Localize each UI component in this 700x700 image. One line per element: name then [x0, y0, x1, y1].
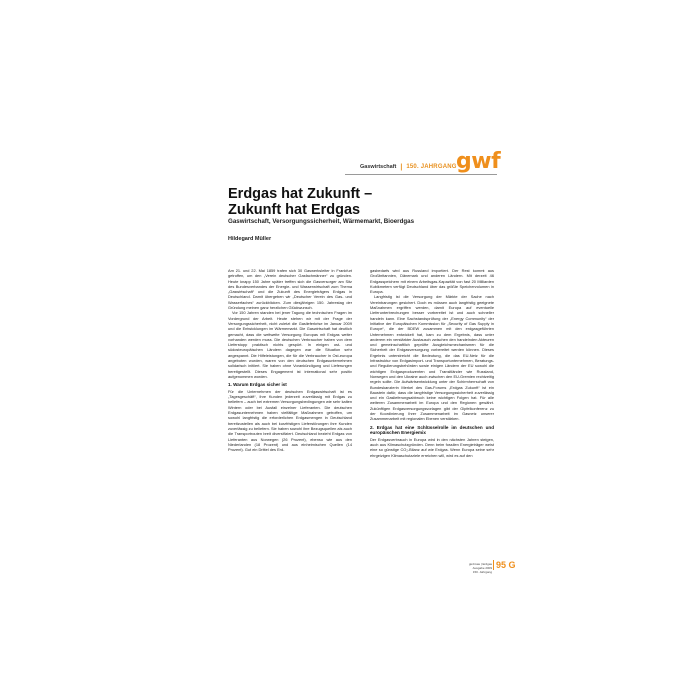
- left-paragraph-3: Für die Unternehmen der deutschen Erdgaswirtschaft ist es „Tagesgeschäft“, ihre Kunden jederzeit zuverlässig mit Erdgas zu beliefern – auch bei extremen Versorgungsbedingungen wie sehr kalten Wintern oder bei Ausfall einzelner Lieferanten. Die deutschen Erdgasunternehmen haben vielfältige Maßnahmen getroffen, um sowohl langfristig die erforderlichen Erdgasmengen in Deutschland bereitzustellen als auch bei kurzfristigen Lieferstörungen ihre Kunden zuverlässig zu beliefern. Sie haben sowohl ihre Bezugsquellen als auch die Transportrouten breit diversifiziert. Deutschland bezieht Erdgas von Lieferanten aus Norwegen (26 Prozent), ebenso wie aus den Niederlanden (18 Prozent) und aus einheimischen Quellen (14 Prozent). Gut ein Drittel des Erd-: [228, 388, 352, 453]
- column-right: [370, 268, 494, 458]
- footer-issue-info: [440, 563, 492, 574]
- right-paragraph-2: Langfristig ist die Versorgung der Märkte der Sache nach Vereinbarungen gesichert. Doch es müssen auch langfristig geeignete Maßnahmen ergriffen werden, damit Europa auf eventuelle Lieferunterbrechungen besser vorbereitet ist und auch schneller handeln kann. Eine Sachstandsprüfung der „Energy Community“ der Initiative der Europäischen Kommission für „Security of Gas Supply in Europe“, die der BDEW zusammen mit den erdgasgeführten Unternehmen entwickelt hat, kam zu dem Ergebnis, dass unter anderem ein verstärkter Austausch zwischen den handelnden Akteuren und gemeinschaftlich geprüfte Ausgleichsmechanismen für die Sicherheit der Erdgasversorgung vorbereitet werden können. Dieses Ergebnis unterstreicht die Bedeutung, die das EU-Netz für die Infrastruktur von Erdgasimport- und Transportunternehmen, Beratungs- und Regulierungsbehörden sowie einigen Ländern der EU sowohl die wichtigen Erdgasproduzenten und Transitländer wie Russland, Norwegen und den Ukraine auch zwischen den EU-Gremien rechtzeitig regeln sollte. Die Aufwärtsentwicklung unter der Schirmherrschaft von Bundeskanzlerin Merkel des Gas-Forums „Erdgas Zukunft“ ist ein Baustein dafür, dass die langfristige Versorgungssicherheit zuverlässig und ein Gaslieferungsabbruch keine wichtigen Folgen hat. Für alle weiteren Zusammenarbeit im Europa und den Regionen gewährt. Zukünftigen Erdgasversorgungsvorlagen gibt der Gipfelkonferenz zu der Koordinierung Ihrer Zusammenarbeit im Gasnetz unserer Zusammenarbeit mit regionalen Ebenen verstärken.: [370, 294, 494, 422]
- column-left: [228, 268, 352, 452]
- section-heading-1: 1. Warum Erdgas sicher ist: [228, 382, 287, 388]
- title-line-1: Erdgas hat Zukunft –: [228, 186, 373, 202]
- article-subtitle: Gaswirtschaft, Versorgungssicherheit, Wärmemarkt, Bioerdgas: [228, 218, 415, 225]
- page-folio: [493, 560, 516, 570]
- right-paragraph-3: Der Erdgasverbrauch in Europa wird in den nächsten Jahren steigen, auch aus Klimaschutzgründen. Denn beim fossilen Energieträger weist eine so günstige CO₂-Bilanz auf wie Erdgas. Wenn Europa seine sehr ehrgeizigen Klimaschutzziele erreichen will, wird es auf den: [370, 436, 494, 458]
- header-rule: [345, 174, 497, 175]
- section-heading-2: 2. Erdgas hat eine Schlüsselrolle im deutschen und europäischen Energiemix: [370, 424, 494, 436]
- right-paragraph-1: gasbedarfs wird aus Russland importiert. Der Rest kommt aus Großbritannien, Dänemark und anderen Ländern. Mit derzeit 46 Erdgasspeichern mit einem Arbeitsgas-Kapazität von fast 20 Milliarden Kubikmetern verfügt Deutschland über das größte Speichervolumen in Europa.: [370, 268, 494, 295]
- article-author: Hildegard Müller: [228, 236, 272, 242]
- footer-line-2: Ausgabe 2009: [472, 565, 492, 570]
- header-separator: |: [400, 163, 403, 171]
- header-year: 150. JAHRGANG: [406, 164, 457, 170]
- footer-line-3: 150. Jahrgang: [472, 569, 492, 574]
- page-number: 95 G: [496, 560, 516, 570]
- article-title: [228, 186, 488, 218]
- left-paragraph-1: Am 21. und 22. Mai 1859 trafen sich 30 Gaswerksleiter in Frankfurt getroffen, um den „Verein deutscher Gasfachmänner“ zu gründen. Heute knapp 150 Jahre später treffen sich die Gasversorger am Sitz des Bundesverbandes der Energie- und Wasserwirtschaft zum Thema „Gaswirtschaft“ und die Zukunft des Energieträgers Erdgas in Deutschland. Damit übergeben wir „Deutscher Verein des Gas- und Wasserfaches“ zurückblicken. Zum diesjährigen 150. Jahrestag der Gründung meinen ganz herzlichen Glückwunsch.: [228, 268, 352, 311]
- title-line-2: Zukunft hat Erdgas: [228, 202, 361, 218]
- footer-line-1: gwf-Gas | Erdgas: [468, 562, 492, 566]
- header-section: Gaswirtschaft: [360, 164, 397, 170]
- left-paragraph-2: Vor 150 Jahren standen bei jener Tagung die technischen Fragen im Vordergrund der Arbeit. Heute stehen wir mit der Frage der Versorgungssicherheit, nicht zuletzt die Gaslieferkrise im Januar 2009 und die Entwicklungen im Wärmemarkt. Die Gaswirtschaft hat deutlich gemacht, dass die weltweite Versorgung Europas mit Erdgas weiter vorhanden werden muss. Die deutschen Verbraucher haben von dem Lieferstopp praktisch nichts gespürt. In einigen ost- und südosteuropäischen Ländern dagegen war die Situation sehr angespannt. Die Hilfeleistungen, die für die Verbraucher in Ost-europa angeboten wurden, waren von den deutschen Erdgasunternehmen solidarisch initiiert. Sie haben ohne Vorankündigung und Lieferungen bereitgestellt. Dieses Engagement ist international sehr positiv aufgenommen worden.: [228, 310, 352, 379]
- folio-bar: [493, 560, 494, 570]
- gwf-logo: gwf: [456, 149, 501, 174]
